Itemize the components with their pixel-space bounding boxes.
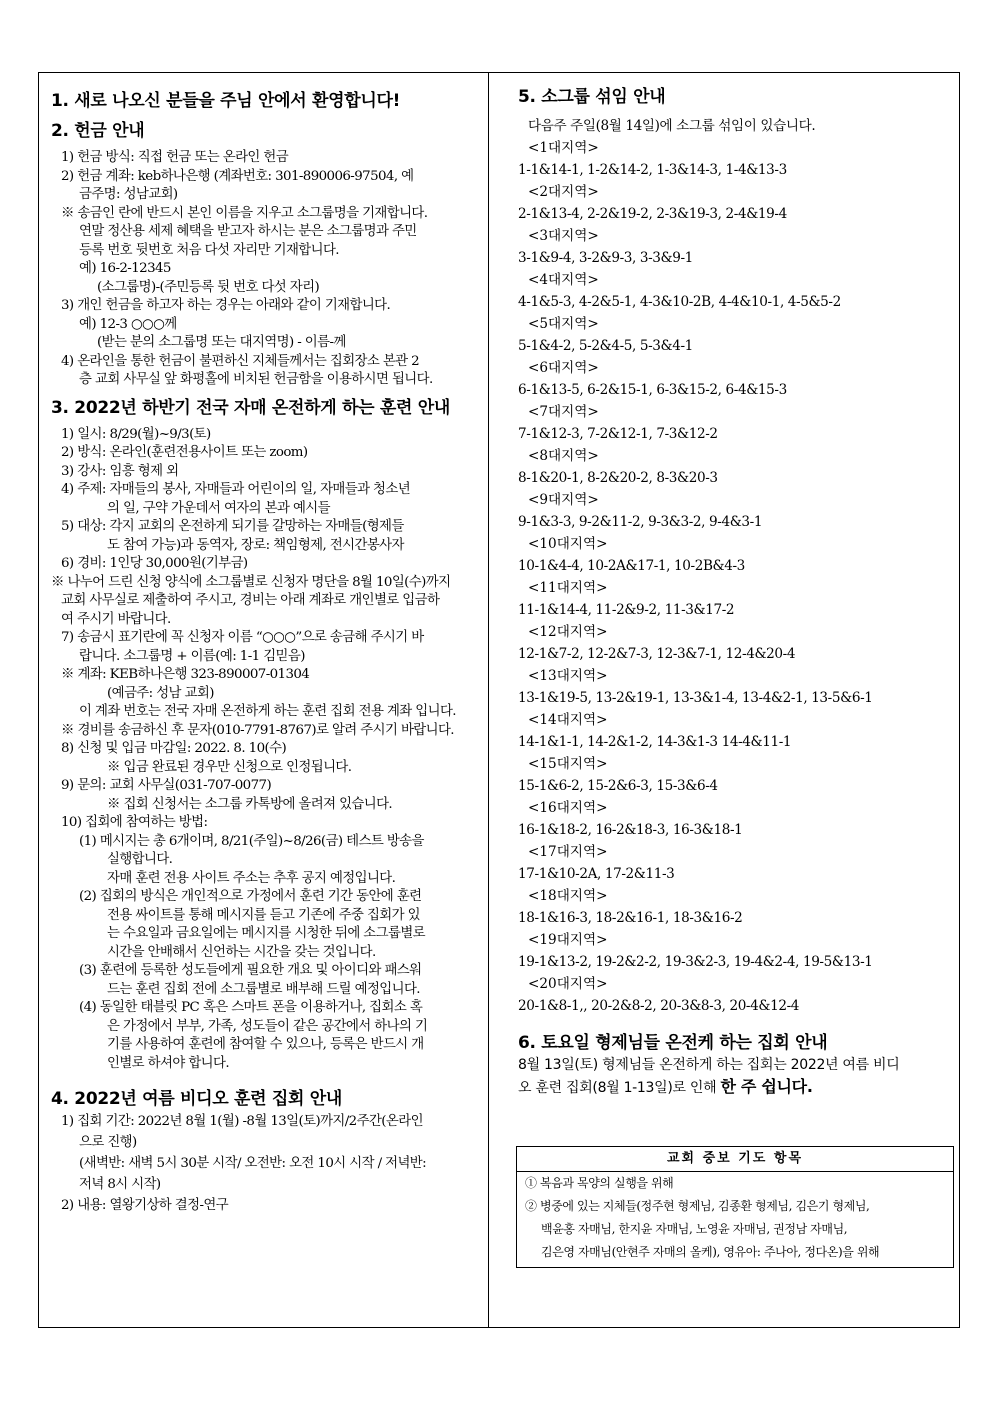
offering-account-a: 2) 헌금 계좌: keb하나은행 (계좌번호: 301-890006-97504, 예	[61, 168, 414, 184]
prayer-box	[516, 1146, 954, 1268]
region-heading: <18대지역>	[528, 888, 608, 904]
region-groups: 3-1&9-4, 3-2&9-3, 3-3&9-1	[518, 250, 693, 266]
offering-example-b: (소그룹명)-(주민등록 뒷 번호 다섯 자리)	[97, 279, 320, 295]
brothers-meeting-body-b-text: 오 훈련 집회(8월 1-13일)로 인해	[518, 1080, 721, 1096]
participation-method: 10) 집회에 참여하는 방법:	[61, 815, 208, 830]
region-groups: 5-1&4-2, 5-2&4-5, 5-3&4-1	[518, 338, 693, 354]
training-fee: 6) 경비: 1인당 30,000원(기부금)	[61, 556, 248, 571]
method-3-a: (3) 훈련에 등록한 성도들에게 필요한 개요 및 아이디와 패스워	[79, 963, 422, 978]
method-1-a: (1) 메시지는 총 6개이며, 8/21(주일)~8/26(금) 테스트 방송을	[79, 833, 424, 849]
personal-offering-b: 예) 12-3 ○○○께	[79, 316, 177, 332]
region-heading: <16대지역>	[528, 800, 608, 816]
personal-offering-a: 3) 개인 헌금을 하고자 하는 경우는 아래와 같이 기재합니다.	[61, 298, 391, 313]
region-groups: 8-1&20-1, 8-2&20-2, 8-3&20-3	[518, 470, 718, 486]
prayer-item-1: ① 복음과 목양의 실행을 위해	[525, 1176, 674, 1190]
region-heading: <5대지역>	[528, 316, 599, 332]
offering-note-a: ※ 송금인 란에 반드시 본인 이름을 지우고 소그룹명을 기재합니다.	[61, 205, 428, 221]
offering-box-a: 4) 온라인을 통한 헌금이 불편하신 지체들께서는 집회장소 본관 2	[61, 353, 420, 369]
region-groups: 16-1&18-2, 16-2&18-3, 16-3&18-1	[518, 822, 743, 838]
method-4-c: 기를 사용하여 훈련에 참여할 수 있으나, 등록은 반드시 개	[107, 1037, 424, 1052]
training-method: 2) 방식: 온라인(훈련전용사이트 또는 zoom)	[61, 445, 308, 460]
offering-method: 1) 헌금 방식: 직접 헌금 또는 온라인 헌금	[61, 150, 289, 165]
method-1-b: 실행합니다.	[107, 852, 173, 867]
prayer-item-2-c: 김은영 자매님(안현주 자매의 올케), 영유아: 주나아, 정다온)을 위해	[541, 1245, 880, 1259]
method-1-c: 자매 훈련 전용 사이트 주소는 추후 공지 예정입니다.	[107, 870, 396, 886]
method-2-a: (2) 집회의 방식은 개인적으로 가정에서 훈련 기간 동안에 훈련	[79, 889, 422, 904]
region-heading: <11대지역>	[528, 580, 608, 596]
training-deadline: 8) 신청 및 입금 마감일: 2022. 8. 10(수)	[61, 741, 287, 756]
prayer-item-2-a: ② 병중에 있는 지체들(정주현 형제님, 김종환 형제님, 김은기 형제님,	[525, 1199, 870, 1213]
training-note-c: 여 주시기 바랍니다.	[61, 611, 171, 627]
region-list	[518, 137, 949, 1017]
training-account: ※ 계좌: KEB하나은행 323-890007-01304	[61, 667, 310, 682]
region-heading: <7대지역>	[528, 404, 599, 420]
offering-account-b: 금주명: 성남교회)	[79, 187, 178, 202]
training-date: 1) 일시: 8/29(월)~9/3(토)	[61, 426, 211, 442]
region-groups: 15-1&6-2, 15-2&6-3, 15-3&6-4	[518, 778, 718, 794]
training-target-b: 도 참여 가능)과 동역자, 장로: 책임형제, 전시간봉사자	[107, 537, 404, 553]
training-note-b: 교회 사무실로 제출하여 주시고, 경비는 아래 계좌로 개인별로 입금하	[61, 593, 440, 608]
region-heading: <13대지역>	[528, 668, 608, 684]
personal-offering-c: (받는 분의 소그룹명 또는 대지역명) - 이름-께	[97, 335, 346, 350]
region-heading: <8대지역>	[528, 448, 599, 464]
region-groups: 13-1&19-5, 13-2&19-1, 13-3&1-4, 13-4&2-1, 13-5&6-1	[518, 690, 873, 706]
brothers-meeting-emphasis: 한 주 쉽니다.	[720, 1077, 813, 1096]
method-2-c: 는 수요일과 금요일에는 메시지를 시청한 뒤에 소그룹별로	[107, 926, 425, 941]
region-heading: <15대지역>	[528, 756, 608, 772]
region-groups: 12-1&7-2, 12-2&7-3, 12-3&7-1, 12-4&20-4	[518, 646, 796, 662]
remit-note-b: 랍니다. 소그룹명 + 이름(예: 1-1 김믿음)	[79, 648, 305, 664]
prayer-title: 교회 중보 기도 항목	[517, 1147, 953, 1172]
training-speaker: 3) 강사: 임흥 형제 외	[61, 463, 179, 479]
training-contact-note: ※ 집회 신청서는 소그룹 카톡방에 올려져 있습니다.	[107, 796, 393, 812]
section-3-title: 3. 2022년 하반기 전국 자매 온전하게 하는 훈련 안내	[51, 397, 450, 418]
method-4-d: 인별로 하셔야 합니다.	[107, 1055, 229, 1071]
region-groups: 18-1&16-3, 18-2&16-1, 18-3&16-2	[518, 910, 743, 926]
region-groups: 20-1&8-1,, 20-2&8-2, 20-3&8-3, 20-4&12-4	[518, 998, 800, 1014]
remit-note-a: 7) 송금시 표기란에 꼭 신청자 이름 “○○○”으로 송금해 주시기 바	[61, 630, 424, 645]
right-column	[490, 73, 959, 1327]
training-theme-b: 의 일, 구약 가운데서 여자의 본과 예시들	[107, 500, 330, 516]
offering-example-a: 예) 16-2-12345	[79, 261, 171, 276]
section-5-title: 5. 소그룹 섞임 안내	[518, 87, 666, 107]
region-heading: <19대지역>	[528, 932, 608, 948]
region-groups: 9-1&3-3, 9-2&11-2, 9-3&3-2, 9-4&3-1	[518, 514, 763, 530]
training-account-holder: (예금주: 성남 교회)	[107, 685, 214, 701]
offering-box-b: 층 교회 사무실 앞 화평홀에 비치된 헌금함을 이용하시면 됩니다.	[79, 372, 433, 387]
video-period-b: 으로 진행)	[79, 1135, 137, 1150]
training-theme-a: 4) 주제: 자매들의 봉사, 자매들과 어린이의 일, 자매들과 청소년	[61, 482, 411, 497]
brothers-meeting-body-b	[518, 1076, 949, 1099]
region-groups: 4-1&5-3, 4-2&5-1, 4-3&10-2B, 4-4&10-1, 4-5&5-2	[518, 294, 841, 310]
offering-note-b: 연말 정산용 세제 혜택을 받고자 하시는 분은 소그룹명과 주민	[79, 224, 417, 239]
region-heading: <12대지역>	[528, 624, 608, 640]
region-heading: <1대지역>	[528, 140, 599, 156]
offering-note-c: 등록 번호 뒷번호 처음 다섯 자리만 기재합니다.	[79, 242, 339, 258]
training-deadline-note: ※ 입금 완료된 경우만 신청으로 인정됩니다.	[107, 759, 352, 775]
region-heading: <3대지역>	[528, 228, 599, 244]
brothers-meeting-body-a: 8월 13일(토) 형제님들 온전하게 하는 집회는 2022년 여름 비디	[518, 1057, 900, 1073]
method-4-a: (4) 동일한 태블릿 PC 혹은 스마트 폰을 이용하거나, 집회소 혹	[79, 1000, 423, 1015]
section-6-title: 6. 토요일 형제님들 온전케 하는 집회 안내	[518, 1033, 828, 1053]
region-groups: 1-1&14-1, 1-2&14-2, 1-3&14-3, 1-4&13-3	[518, 162, 787, 178]
video-period-c: (새벽반: 새벽 5시 30분 시작/ 오전반: 오전 10시 시작 / 저녁반:	[79, 1156, 427, 1171]
training-sms-note: ※ 경비를 송금하신 후 문자(010-7791-8767)로 알려 주시기 바랍니다.	[61, 722, 454, 738]
region-groups: 2-1&13-4, 2-2&19-2, 2-3&19-3, 2-4&19-4	[518, 206, 787, 222]
region-groups: 7-1&12-3, 7-2&12-1, 7-3&12-2	[518, 426, 718, 442]
video-period-a: 1) 집회 기간: 2022년 8월 1(월) -8월 13일(토)까지/2주간(온라인	[61, 1114, 423, 1129]
region-groups: 10-1&4-4, 10-2A&17-1, 10-2B&4-3	[518, 558, 745, 574]
region-groups: 19-1&13-2, 19-2&2-2, 19-3&2-3, 19-4&2-4, 19-5&13-1	[518, 954, 873, 970]
mixing-intro: 다음주 주일(8월 14일)에 소그룹 섞임이 있습니다.	[528, 118, 816, 134]
training-note-a: ※ 나누어 드린 신청 양식에 소그룹별로 신청자 명단을 8월 10일(수)까지	[51, 574, 451, 590]
prayer-item-2-b: 백윤홍 자매님, 한지윤 자매님, 노영윤 자매님, 권정남 자매님,	[541, 1222, 848, 1236]
region-heading: <9대지역>	[528, 492, 599, 508]
region-heading: <17대지역>	[528, 844, 608, 860]
training-target-a: 5) 대상: 각지 교회의 온전하게 되기를 갈망하는 자매들(형제들	[61, 519, 404, 534]
training-account-note: 이 계좌 번호는 전국 자매 온전하게 하는 훈련 집회 전용 계좌 입니다.	[79, 704, 456, 719]
region-heading: <2대지역>	[528, 184, 599, 200]
region-groups: 14-1&1-1, 14-2&1-2, 14-3&1-3 14-4&11-1	[518, 734, 792, 750]
region-groups: 17-1&10-2A, 17-2&11-3	[518, 866, 675, 882]
section-2-title: 2. 헌금 안내	[51, 121, 145, 141]
method-3-b: 드는 훈련 집회 전에 소그룹별로 배부해 드릴 예정입니다.	[107, 981, 420, 997]
region-groups: 6-1&13-5, 6-2&15-1, 6-3&15-2, 6-4&15-3	[518, 382, 787, 398]
training-contact: 9) 문의: 교회 사무실(031-707-0077)	[61, 778, 272, 793]
region-heading: <20대지역>	[528, 976, 608, 992]
region-heading: <14대지역>	[528, 712, 608, 728]
left-column	[39, 73, 489, 1327]
region-heading: <6대지역>	[528, 360, 599, 376]
section-4-title: 4. 2022년 여름 비디오 훈련 집회 안내	[51, 1089, 342, 1109]
method-2-d: 시간을 안배해서 신언하는 시간을 갖는 것입니다.	[107, 944, 376, 960]
region-groups: 11-1&14-4, 11-2&9-2, 11-3&17-2	[518, 602, 735, 618]
region-heading: <10대지역>	[528, 536, 608, 552]
method-4-b: 은 가정에서 부부, 가족, 성도들이 같은 공간에서 하나의 기	[107, 1018, 428, 1034]
video-period-d: 저녁 8시 시작)	[79, 1177, 161, 1192]
region-heading: <4대지역>	[528, 272, 599, 288]
video-content: 2) 내용: 열왕기상하 결정-연구	[61, 1198, 229, 1213]
section-1-title: 1. 새로 나오신 분들을 주님 안에서 환영합니다!	[51, 91, 401, 111]
method-2-b: 전용 싸이트를 통해 메시지를 듣고 기존에 주중 집회가 있	[107, 907, 420, 923]
